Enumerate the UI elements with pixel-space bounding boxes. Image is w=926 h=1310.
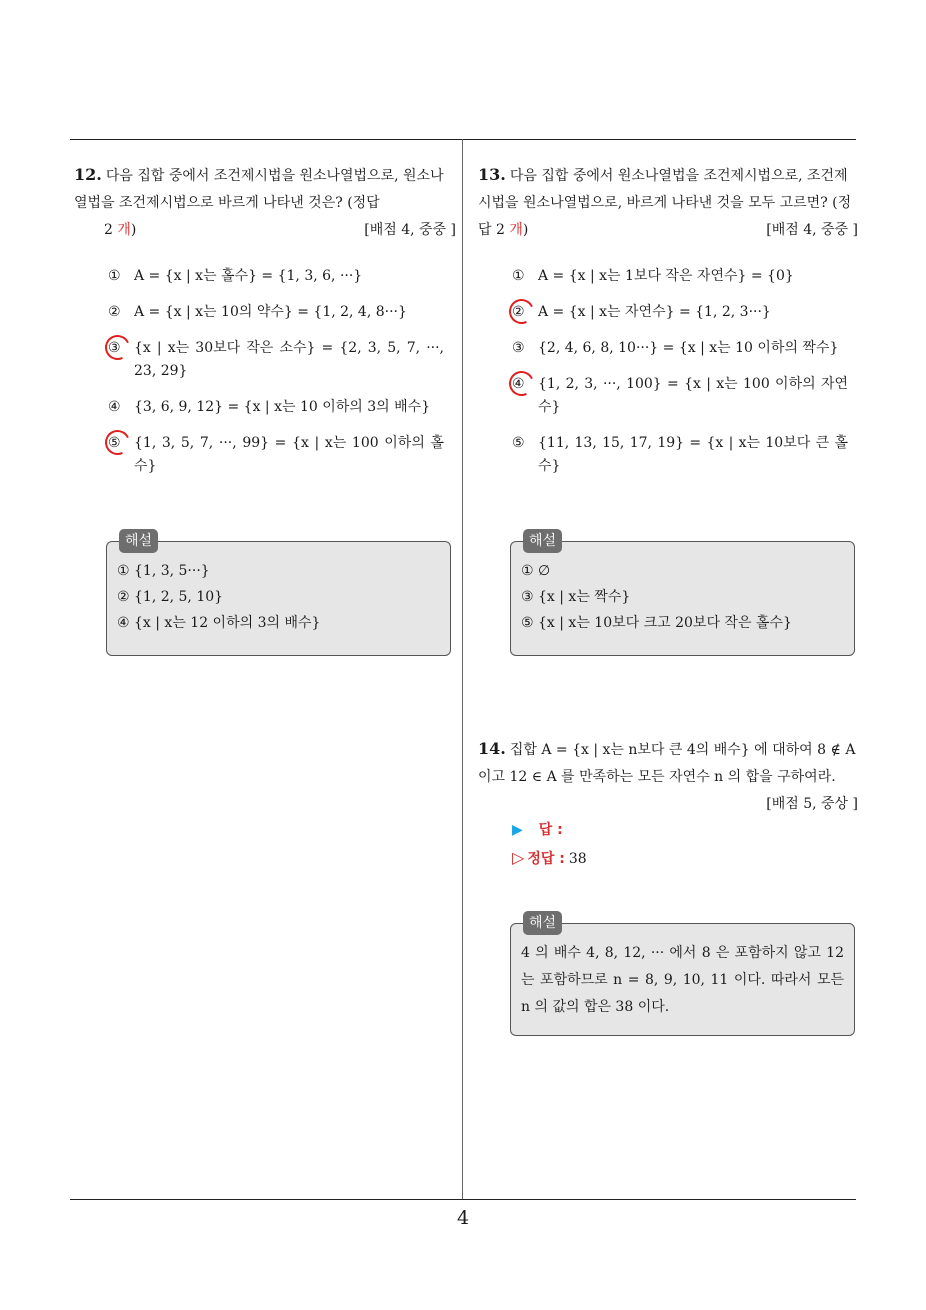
explanation-tag: 해설 bbox=[523, 911, 562, 935]
question-number: 12. bbox=[74, 165, 102, 184]
explanation-line: ⑤ {x | x는 10보다 크고 20보다 작은 홀수} bbox=[521, 615, 792, 631]
option-mark: ② bbox=[108, 304, 121, 320]
option-mark: ② bbox=[512, 301, 538, 324]
answer-row[interactable] bbox=[512, 816, 563, 844]
correct-label: 정답 : bbox=[527, 851, 565, 867]
explanation-line: ③ {x | x는 짝수} bbox=[521, 589, 631, 605]
question-text: 다음 집합 중에서 조건제시법을 원소나열법으로, 원소나열법을 조건제시법으로 바르게 나타낸 것은? (정답 bbox=[74, 168, 444, 211]
option-2[interactable] bbox=[108, 301, 444, 324]
answer-count-suffix: ) bbox=[522, 222, 529, 238]
option-text: A = {x | x는 홀수} = {1, 3, 6, ···} bbox=[134, 268, 363, 284]
top-rule bbox=[70, 139, 856, 140]
option-5[interactable] bbox=[108, 432, 444, 478]
question-13-options bbox=[512, 265, 848, 491]
correct-triangle-icon: ▷ bbox=[512, 848, 525, 867]
option-text: {11, 13, 15, 17, 19} = {x | x는 10보다 큰 홀수} bbox=[538, 435, 848, 474]
option-2[interactable] bbox=[512, 301, 848, 324]
option-mark: ④ bbox=[512, 373, 538, 419]
question-13-explanation bbox=[510, 533, 855, 656]
correct-value: 38 bbox=[568, 851, 587, 867]
correct-answer-row bbox=[512, 844, 587, 873]
score-label: [배점 4, 중중 ] bbox=[364, 222, 456, 238]
option-text: {x | x는 30보다 작은 소수} = {2, 3, 5, 7, ···, 23, 29} bbox=[134, 340, 444, 379]
selected-circle-icon bbox=[505, 367, 537, 399]
option-text: {1, 2, 3, ···, 100} = {x | x는 100 이하의 자연수} bbox=[538, 376, 848, 415]
option-text: {1, 3, 5, 7, ···, 99} = {x | x는 100 이하의 홀수} bbox=[134, 435, 444, 474]
explanation-line: ④ {x | x는 12 이하의 3의 배수} bbox=[117, 615, 321, 631]
option-4[interactable] bbox=[108, 396, 444, 419]
answer-count-word: 개 bbox=[117, 222, 131, 238]
option-mark: ① bbox=[512, 268, 525, 284]
question-13 bbox=[478, 161, 858, 244]
score-label: [배점 4, 중중 ] bbox=[766, 222, 858, 238]
question-number: 13. bbox=[478, 165, 506, 184]
option-text: A = {x | x는 10의 약수} = {1, 2, 4, 8···} bbox=[134, 304, 407, 320]
page-number: 4 bbox=[456, 1207, 470, 1229]
answer-count-suffix: ) bbox=[130, 222, 137, 238]
option-mark: ① bbox=[108, 268, 121, 284]
option-1[interactable] bbox=[108, 265, 444, 288]
option-mark: ③ bbox=[512, 340, 525, 356]
question-text: 집합 A = {x | x는 n보다 큰 4의 배수} 에 대하여 8 ∉ A 이고 12 ∈ A 를 만족하는 모든 자연수 n 의 합을 구하여라. bbox=[478, 742, 856, 785]
selected-circle-icon bbox=[101, 426, 133, 458]
explanation-line: ① {1, 3, 5···} bbox=[117, 563, 210, 579]
option-mark: ⑤ bbox=[108, 432, 134, 478]
answer-count-word: 개 bbox=[509, 222, 523, 238]
question-13-stem bbox=[478, 161, 858, 244]
option-text: A = {x | x는 1보다 작은 자연수} = {0} bbox=[538, 268, 794, 284]
score-label: [배점 5, 중상 ] bbox=[766, 796, 858, 812]
selected-circle-icon bbox=[505, 295, 537, 327]
explanation-line: ① ∅ bbox=[521, 563, 551, 579]
explanation-text: 4 의 배수 4, 8, 12, ··· 에서 8 은 포함하지 않고 12 는 포함하므로 n = 8, 9, 10, 11 이다. 따라서 모든 n 의 값의 합은 38 이다. bbox=[521, 945, 844, 1015]
question-14-explanation bbox=[510, 915, 855, 1036]
option-1[interactable] bbox=[512, 265, 848, 288]
explanation-line: ② {1, 2, 5, 10} bbox=[117, 589, 224, 605]
question-12-explanation bbox=[106, 533, 451, 656]
answer-label: 답 : bbox=[538, 822, 563, 838]
option-mark: ④ bbox=[108, 399, 121, 415]
option-3[interactable] bbox=[108, 337, 444, 383]
explanation-tag: 해설 bbox=[119, 529, 158, 553]
question-14-stem bbox=[478, 735, 858, 812]
explanation-tag: 해설 bbox=[523, 529, 562, 553]
option-5[interactable] bbox=[512, 432, 848, 478]
option-mark: ③ bbox=[108, 337, 134, 383]
option-mark: ⑤ bbox=[512, 435, 525, 451]
question-number: 14. bbox=[478, 739, 506, 758]
answer-count: 2 bbox=[104, 222, 118, 238]
option-text: {3, 6, 9, 12} = {x | x는 10 이하의 3의 배수} bbox=[134, 399, 431, 415]
column-divider bbox=[462, 139, 463, 1199]
option-3[interactable] bbox=[512, 337, 848, 360]
question-12-stem bbox=[74, 161, 456, 217]
selected-circle-icon bbox=[101, 331, 133, 363]
option-4[interactable] bbox=[512, 373, 848, 419]
question-text: 다음 집합 중에서 원소나열법을 조건제시법으로, 조건제시법을 원소나열법으로, 바르게 나타낸 것을 모두 고르면? (정답 2 bbox=[478, 168, 852, 238]
option-text: A = {x | x는 자연수} = {1, 2, 3···} bbox=[538, 304, 771, 320]
question-14 bbox=[478, 735, 858, 818]
answer-triangle-icon: ▶ bbox=[512, 822, 523, 838]
bottom-rule bbox=[70, 1199, 856, 1200]
question-12 bbox=[74, 161, 456, 244]
option-text: {2, 4, 6, 8, 10···} = {x | x는 10 이하의 짝수} bbox=[538, 340, 839, 356]
question-12-options bbox=[108, 265, 444, 491]
